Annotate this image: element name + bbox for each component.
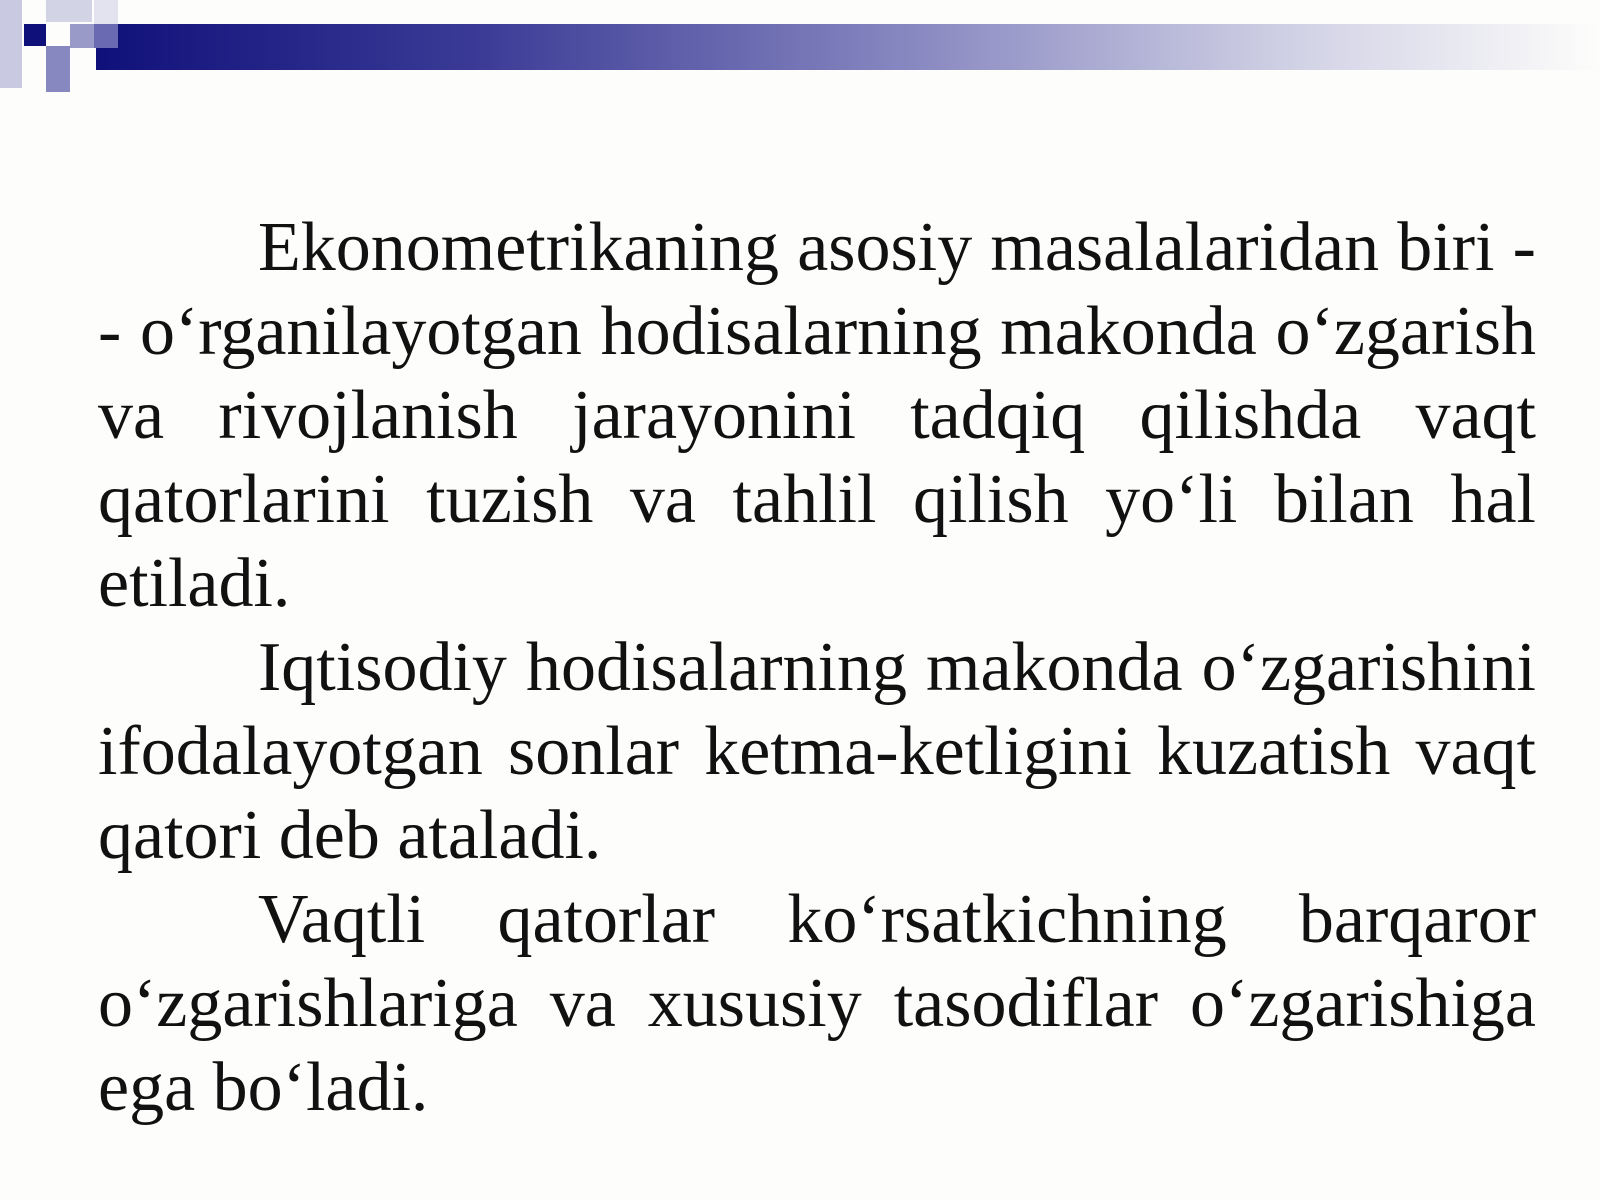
decor-square (70, 24, 94, 48)
decor-square (46, 0, 92, 22)
paragraph-3: Vaqtli qatorlar ko‘rsatkichning barqaror o‘zgarishlariga va xususiy tasodiflar o‘zgarishiga ega bo‘ladi. (98, 881, 1536, 1126)
header-gradient-bar (96, 24, 1600, 70)
decor-square (46, 46, 70, 92)
slide-body (98, 206, 1536, 1130)
decor-square (0, 0, 22, 88)
header-decoration (0, 0, 1600, 100)
decor-square (94, 24, 118, 48)
decor-square (94, 0, 118, 24)
decor-square (24, 24, 46, 46)
paragraph-1: Ekonometrikaning asosiy masalalaridan biri -- o‘rganilayotgan hodisalarning makonda o‘zgarish va rivojlanish jarayonini tadqiq qilishda vaqt qatorlarini tuzish va tahlil qilish yo‘li bilan hal etiladi. (98, 209, 1536, 622)
paragraph-2: Iqtisodiy hodisalarning makonda o‘zgarishini ifodalayotgan sonlar ketma-ketligini kuzatish vaqt qatori deb ataladi. (98, 629, 1536, 874)
